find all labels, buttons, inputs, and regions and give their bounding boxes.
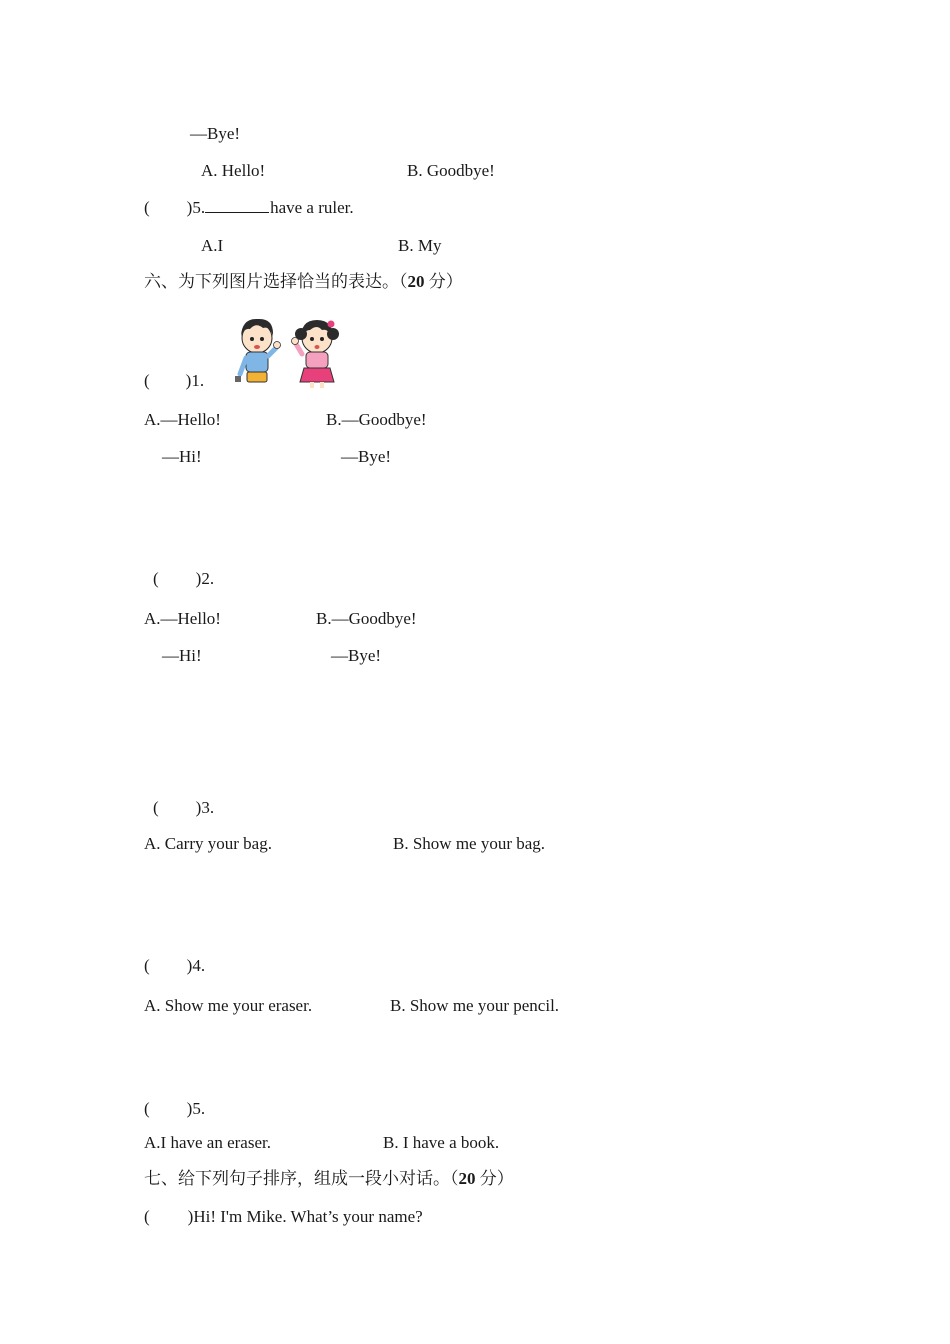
- q5-option-b: B. My: [398, 236, 442, 255]
- section6-heading: 六、为下列图片选择恰当的表达。（20 分）: [144, 272, 463, 291]
- s6-q4-row: [144, 956, 205, 976]
- s6-q2-option-a-reply: —Hi!: [162, 646, 202, 665]
- answer-paren-open: (: [144, 1207, 150, 1226]
- s6-q2-option-b-reply: —Bye!: [331, 646, 382, 665]
- q4-option-b: B. Goodbye!: [407, 161, 495, 180]
- s6-q5-option-b: B. I have a book.: [383, 1133, 500, 1152]
- s6-q5-number: )5.: [186, 1099, 206, 1118]
- q5-stem: have a ruler.: [270, 198, 354, 217]
- answer-paren-open: (: [153, 798, 159, 817]
- s6-q2-option-b: B.—Goodbye!: [316, 609, 417, 628]
- s6-q1-option-a: A.—Hello!: [144, 410, 221, 429]
- q5-number: )5.: [186, 198, 206, 217]
- section7-score: 20: [458, 1169, 476, 1188]
- s6-q3-number: )3.: [195, 798, 215, 817]
- section6-score: 20: [407, 272, 425, 291]
- q5-option-a: A.I: [201, 236, 224, 255]
- s6-q1-option-b-reply: —Bye!: [341, 447, 392, 466]
- s6-q3-option-a: A. Carry your bag.: [144, 834, 272, 853]
- boy-figure: [235, 319, 281, 382]
- s6-q3-row: [153, 798, 214, 818]
- s7-item-text: )Hi! I'm Mike. What’s your name?: [187, 1207, 423, 1226]
- s6-q1-number: )1.: [185, 371, 205, 390]
- answer-paren-open: (: [153, 569, 159, 588]
- s6-q4-option-a: A. Show me your eraser.: [144, 996, 313, 1015]
- q4-option-a: A. Hello!: [201, 161, 266, 180]
- section7-heading: 七、给下列句子排序，组成一段小对话。（20 分）: [144, 1169, 514, 1188]
- s6-q5-row: [144, 1099, 205, 1119]
- s6-q5-option-a: A.I have an eraser.: [144, 1133, 271, 1152]
- s6-q3-option-b: B. Show me your bag.: [393, 834, 546, 853]
- answer-paren-open: (: [144, 1099, 150, 1118]
- s7-item-row: [144, 1207, 423, 1227]
- fill-blank: [205, 198, 269, 213]
- q5-row: [144, 198, 354, 218]
- girl-figure: [292, 320, 340, 388]
- s6-q2-option-a: A.—Hello!: [144, 609, 221, 628]
- s6-q2-row: [153, 569, 214, 589]
- s6-q2-number: )2.: [195, 569, 215, 588]
- q4-reply: —Bye!: [190, 124, 241, 143]
- s6-q1-option-b: B.—Goodbye!: [326, 410, 427, 429]
- s6-q4-number: )4.: [186, 956, 206, 975]
- s6-q1-option-a-reply: —Hi!: [162, 447, 202, 466]
- s6-q1-row: [144, 371, 204, 391]
- kids-waving-illustration: [230, 312, 346, 392]
- s6-q4-option-b: B. Show me your pencil.: [390, 996, 560, 1015]
- answer-paren-open: (: [144, 956, 150, 975]
- answer-paren-open: (: [144, 371, 150, 390]
- answer-paren-open: (: [144, 198, 150, 217]
